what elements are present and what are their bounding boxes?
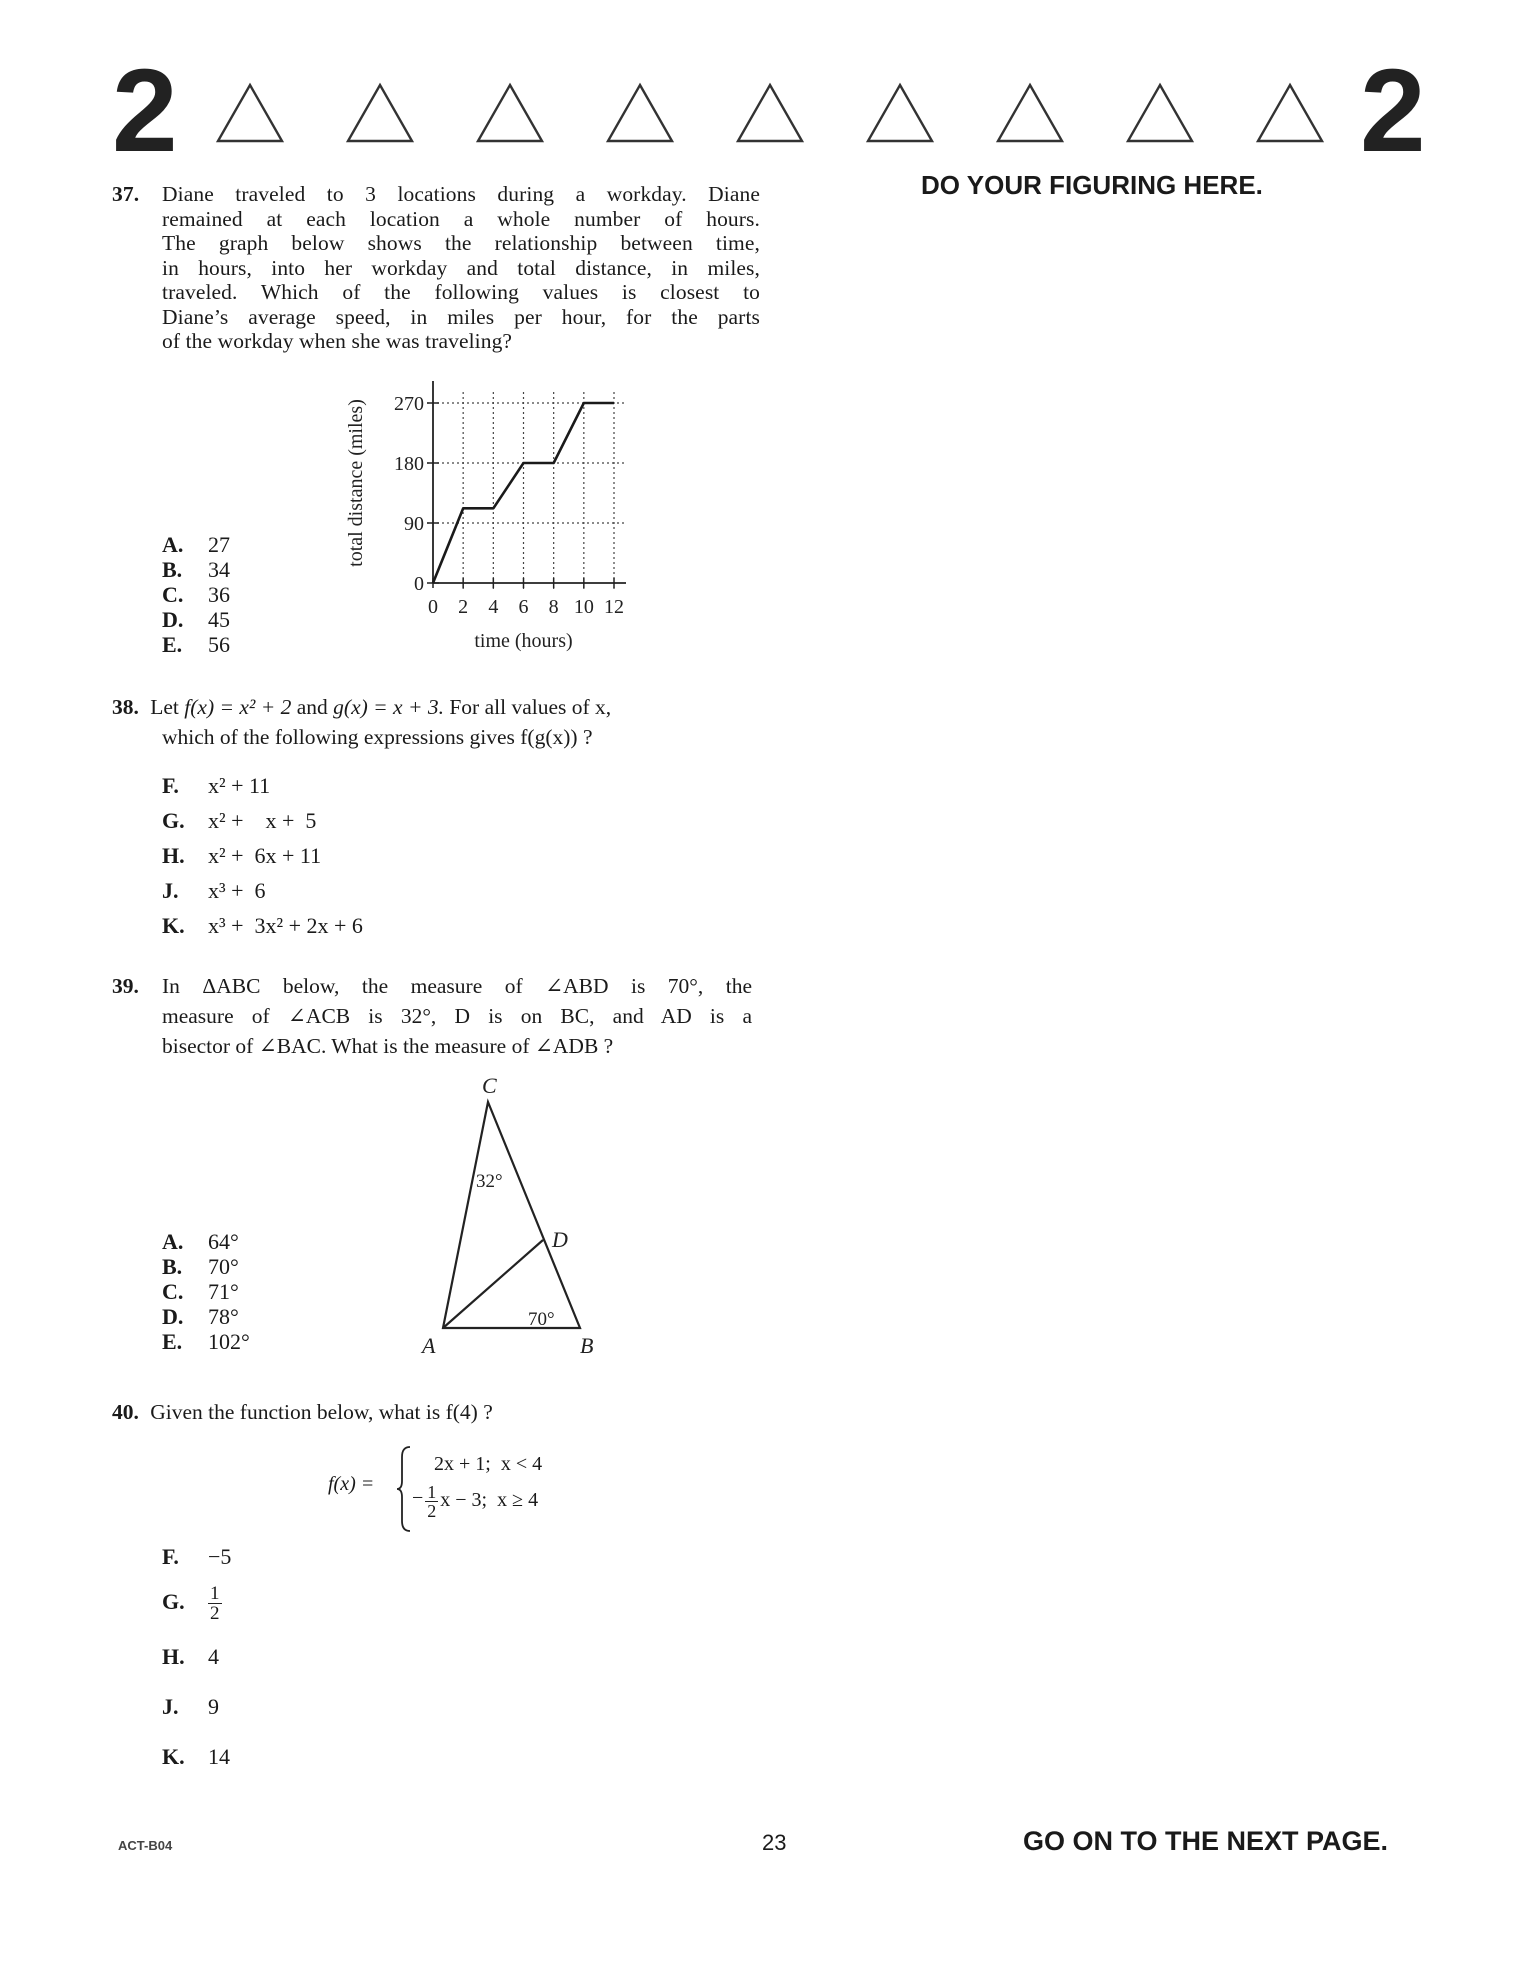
left-brace	[396, 1445, 412, 1533]
answer-option[interactable]: G. x² + x + 5	[162, 808, 317, 833]
question-line: Given the function below, what is f(4) ?	[150, 1400, 493, 1424]
answer-option[interactable]: A. 64°	[162, 1229, 239, 1254]
answer-option[interactable]: G. $\frac{1}{2}$	[162, 1583, 220, 1624]
y-tick-label: 180	[394, 453, 424, 475]
angle-label-b: 70°	[528, 1309, 555, 1330]
question-line: remained at each location a whole number of hours.	[162, 206, 760, 231]
answer-option[interactable]: H. x² + 6x + 11	[162, 843, 322, 868]
vertex-label-d: D	[552, 1227, 568, 1252]
answer-options-38	[162, 768, 363, 943]
function-case-1: 2x + 1; x < 4	[434, 1453, 543, 1475]
y-axis-label: total distance (miles)	[345, 399, 367, 567]
triangle-icon	[605, 82, 675, 149]
triangle-icon	[865, 82, 935, 149]
question-line: traveled. Which of the following values is closest to	[162, 280, 760, 304]
x-axis-label: time (hours)	[474, 630, 573, 652]
answer-option[interactable]: C. 36	[162, 582, 230, 607]
answer-option[interactable]: A. 27	[162, 532, 230, 557]
answer-option[interactable]: D. 78°	[162, 1304, 239, 1329]
answer-option[interactable]: B. 70°	[162, 1254, 239, 1279]
triangle-icon	[215, 82, 285, 149]
x-tick-label: 10	[573, 596, 594, 618]
question-40	[112, 1400, 493, 1425]
form-code: ACT-B04	[118, 1838, 173, 1853]
x-tick-label: 6	[518, 596, 529, 618]
answer-option[interactable]: E. 56	[162, 632, 230, 657]
y-tick-label: 90	[404, 513, 424, 535]
piecewise-function	[328, 1445, 598, 1535]
answer-option[interactable]: J. x³ + 6	[162, 878, 266, 903]
distance-time-chart	[340, 365, 660, 665]
function-name: f(x) =	[328, 1473, 375, 1495]
triangle-icon	[995, 82, 1065, 149]
question-39	[112, 971, 752, 1061]
function-case-2: − $\frac{1}{2}$ x − 3; x ≥ 4	[412, 1482, 539, 1521]
x-tick-label: 2	[458, 596, 469, 618]
y-tick-label: 270	[394, 393, 424, 415]
triangle-abc-figure	[410, 1065, 610, 1365]
triangle-icon	[345, 82, 415, 149]
vertex-label-a: A	[422, 1333, 436, 1358]
answer-option[interactable]: J. 9	[162, 1694, 219, 1719]
question-line: of the workday when she was traveling?	[162, 329, 513, 353]
question-line: in hours, into her workday and total distance, in miles,	[162, 255, 760, 280]
triangle-icon	[1125, 82, 1195, 149]
x-tick-label: 0	[428, 596, 438, 618]
question-number: 37.	[112, 182, 140, 206]
vertex-label-c: C	[482, 1073, 497, 1098]
answer-option[interactable]: F. x² + 11	[162, 773, 271, 798]
answer-option[interactable]: D. 45	[162, 607, 230, 632]
question-line: Diane’s average speed, in miles per hour, for the parts	[162, 304, 760, 329]
answer-options-37	[162, 532, 230, 657]
answer-option[interactable]: F. −5	[162, 1544, 232, 1569]
question-line: measure of ∠ACB is 32°, D is on BC, and AD is a	[162, 1004, 752, 1028]
vertex-label-b: B	[580, 1333, 594, 1358]
triangle-icon	[735, 82, 805, 149]
question-38: 38. Let f(x) = x² + 2 and g(x) = x + 3. For all values of x, which of the following expressions gives f(g(x)) ?	[112, 692, 772, 752]
question-number: 39.	[112, 974, 139, 998]
answer-options-40	[162, 1540, 362, 1780]
answer-option[interactable]: H. 4	[162, 1644, 219, 1669]
next-page-notice: GO ON TO THE NEXT PAGE.	[1023, 1826, 1389, 1856]
question-line: which of the following expressions gives f(g(x)) ?	[162, 725, 593, 749]
answer-options-39	[162, 1229, 250, 1354]
triangle-icon	[1255, 82, 1325, 149]
section-number-right: 2	[1360, 45, 1426, 177]
question-line: In ΔABC below, the measure of ∠ABD is 70°, the	[162, 974, 752, 998]
page-number: 23	[762, 1830, 787, 1855]
answer-option[interactable]: K. x³ + 3x² + 2x + 6	[162, 913, 363, 938]
question-37	[112, 182, 760, 354]
question-number: 38.	[112, 695, 139, 719]
question-line: Diane traveled to 3 locations during a workday. Diane	[162, 182, 760, 206]
triangle-icon	[475, 82, 545, 149]
angle-label-c: 32°	[476, 1171, 503, 1192]
y-tick-label: 0	[414, 573, 424, 595]
answer-option[interactable]: B. 34	[162, 557, 230, 582]
answer-option[interactable]: E. 102°	[162, 1329, 250, 1354]
x-tick-label: 4	[488, 596, 499, 618]
figuring-label: DO YOUR FIGURING HERE.	[921, 170, 1263, 200]
x-tick-label: 12	[604, 596, 624, 618]
answer-option[interactable]: C. 71°	[162, 1279, 239, 1304]
answer-option[interactable]: K. 14	[162, 1744, 230, 1769]
question-number: 40.	[112, 1400, 139, 1424]
question-line: The graph below shows the relationship between time,	[162, 231, 760, 255]
section-number-left: 2	[112, 45, 178, 177]
triangle-abc	[443, 1102, 580, 1328]
x-tick-label: 8	[548, 596, 559, 618]
question-line: bisector of ∠BAC. What is the measure of ∠ADB ?	[162, 1034, 614, 1058]
